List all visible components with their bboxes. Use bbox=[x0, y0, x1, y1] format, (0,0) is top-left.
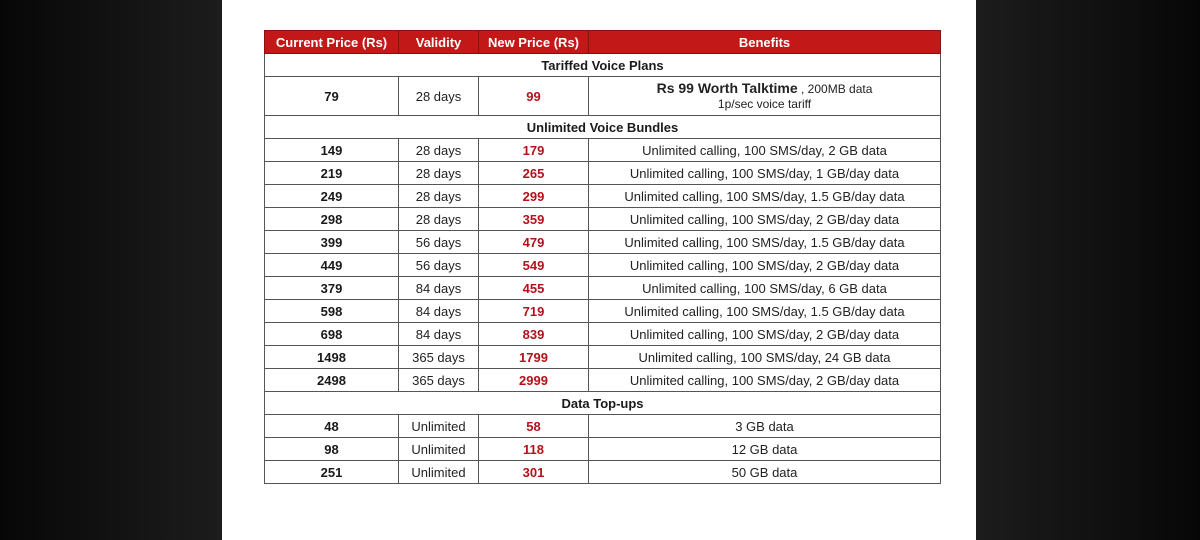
table-row bbox=[265, 254, 941, 277]
header-validity: Validity bbox=[399, 31, 479, 54]
validity-cell: 28 days bbox=[399, 208, 479, 231]
validity-cell: 56 days bbox=[399, 231, 479, 254]
validity-cell: Unlimited bbox=[399, 438, 479, 461]
validity-cell: 84 days bbox=[399, 277, 479, 300]
section-topups: Data Top-ups bbox=[265, 392, 941, 415]
section-row bbox=[265, 116, 941, 139]
benefits-cell: Unlimited calling, 100 SMS/day, 2 GB/day data bbox=[589, 323, 941, 346]
letterbox-right bbox=[976, 0, 1200, 540]
current-price-cell: 449 bbox=[265, 254, 399, 277]
unlimited-body bbox=[265, 139, 941, 392]
new-price-cell: 118 bbox=[479, 438, 589, 461]
benefits-cell: Unlimited calling, 100 SMS/day, 1.5 GB/day data bbox=[589, 185, 941, 208]
current-price-cell: 298 bbox=[265, 208, 399, 231]
benefits-cell: Unlimited calling, 100 SMS/day, 2 GB/day data bbox=[589, 208, 941, 231]
table-row bbox=[265, 300, 941, 323]
table-row bbox=[265, 323, 941, 346]
new-price-cell: 359 bbox=[479, 208, 589, 231]
new-price-cell: 549 bbox=[479, 254, 589, 277]
current-price-cell: 1498 bbox=[265, 346, 399, 369]
validity-cell: 28 days bbox=[399, 77, 479, 116]
table-row bbox=[265, 231, 941, 254]
validity-cell: 84 days bbox=[399, 300, 479, 323]
benefits-cell bbox=[589, 77, 941, 116]
header-new-price: New Price (Rs) bbox=[479, 31, 589, 54]
new-price-cell: 719 bbox=[479, 300, 589, 323]
benefits-cell: Unlimited calling, 100 SMS/day, 2 GB/day data bbox=[589, 254, 941, 277]
table-row bbox=[265, 369, 941, 392]
current-price-cell: 149 bbox=[265, 139, 399, 162]
new-price-cell: 479 bbox=[479, 231, 589, 254]
new-price-cell: 2999 bbox=[479, 369, 589, 392]
validity-cell: Unlimited bbox=[399, 415, 479, 438]
current-price-cell: 219 bbox=[265, 162, 399, 185]
new-price-cell: 99 bbox=[479, 77, 589, 116]
benefit-talktime: Rs 99 Worth Talktime bbox=[656, 79, 798, 96]
new-price-cell: 301 bbox=[479, 461, 589, 484]
validity-cell: Unlimited bbox=[399, 461, 479, 484]
benefits-cell: 50 GB data bbox=[589, 461, 941, 484]
current-price-cell: 79 bbox=[265, 77, 399, 116]
new-price-cell: 179 bbox=[479, 139, 589, 162]
new-price-cell: 265 bbox=[479, 162, 589, 185]
table-row bbox=[265, 185, 941, 208]
table-row bbox=[265, 438, 941, 461]
document-page bbox=[222, 0, 976, 540]
table-row bbox=[265, 162, 941, 185]
current-price-cell: 2498 bbox=[265, 369, 399, 392]
validity-cell: 365 days bbox=[399, 346, 479, 369]
new-price-cell: 299 bbox=[479, 185, 589, 208]
benefits-cell: Unlimited calling, 100 SMS/day, 1.5 GB/day data bbox=[589, 231, 941, 254]
validity-cell: 28 days bbox=[399, 162, 479, 185]
benefits-cell: Unlimited calling, 100 SMS/day, 1.5 GB/day data bbox=[589, 300, 941, 323]
table-row bbox=[265, 461, 941, 484]
new-price-cell: 455 bbox=[479, 277, 589, 300]
benefit-line-2: 1p/sec voice tariff bbox=[717, 96, 812, 111]
header-row bbox=[265, 31, 941, 54]
new-price-cell: 839 bbox=[479, 323, 589, 346]
new-price-cell: 1799 bbox=[479, 346, 589, 369]
table-row bbox=[265, 139, 941, 162]
table-row bbox=[265, 208, 941, 231]
benefits-cell: Unlimited calling, 100 SMS/day, 1 GB/day data bbox=[589, 162, 941, 185]
current-price-cell: 251 bbox=[265, 461, 399, 484]
section-row bbox=[265, 54, 941, 77]
current-price-cell: 598 bbox=[265, 300, 399, 323]
benefit-data: , 200MB data bbox=[797, 81, 873, 96]
validity-cell: 365 days bbox=[399, 369, 479, 392]
benefits-cell: 12 GB data bbox=[589, 438, 941, 461]
benefits-cell: Unlimited calling, 100 SMS/day, 24 GB data bbox=[589, 346, 941, 369]
section-unlimited: Unlimited Voice Bundles bbox=[265, 116, 941, 139]
new-price-cell: 58 bbox=[479, 415, 589, 438]
topup-body bbox=[265, 415, 941, 484]
benefits-cell: 3 GB data bbox=[589, 415, 941, 438]
validity-cell: 28 days bbox=[399, 185, 479, 208]
current-price-cell: 249 bbox=[265, 185, 399, 208]
table-row bbox=[265, 77, 941, 116]
header-current-price: Current Price (Rs) bbox=[265, 31, 399, 54]
current-price-cell: 698 bbox=[265, 323, 399, 346]
validity-cell: 84 days bbox=[399, 323, 479, 346]
benefits-cell: Unlimited calling, 100 SMS/day, 2 GB data bbox=[589, 139, 941, 162]
table-row bbox=[265, 415, 941, 438]
benefits-cell: Unlimited calling, 100 SMS/day, 2 GB/day data bbox=[589, 369, 941, 392]
validity-cell: 56 days bbox=[399, 254, 479, 277]
header-benefits: Benefits bbox=[589, 31, 941, 54]
section-row bbox=[265, 392, 941, 415]
current-price-cell: 379 bbox=[265, 277, 399, 300]
validity-cell: 28 days bbox=[399, 139, 479, 162]
letterbox-left bbox=[0, 0, 222, 540]
table-row bbox=[265, 277, 941, 300]
benefits-cell: Unlimited calling, 100 SMS/day, 6 GB data bbox=[589, 277, 941, 300]
current-price-cell: 48 bbox=[265, 415, 399, 438]
benefit-line-1 bbox=[591, 81, 938, 97]
current-price-cell: 98 bbox=[265, 438, 399, 461]
table-row bbox=[265, 346, 941, 369]
current-price-cell: 399 bbox=[265, 231, 399, 254]
tariff-table bbox=[264, 30, 941, 484]
section-tariffed: Tariffed Voice Plans bbox=[265, 54, 941, 77]
